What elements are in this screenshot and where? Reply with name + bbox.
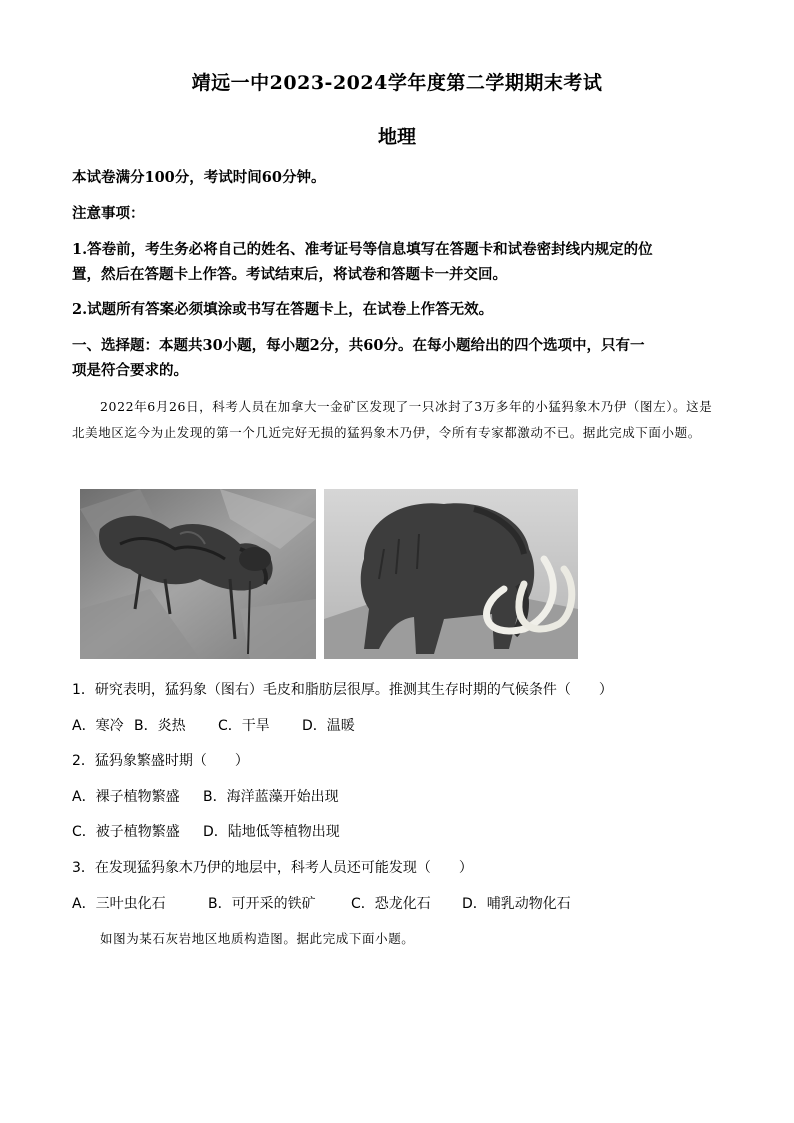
question-2-options-row-1 <box>72 787 339 807</box>
question-2-option-c[interactable]: C．被子植物繁盛 <box>72 824 180 840</box>
question-1-options <box>72 716 355 736</box>
passage-mammoth: 2022年6月26日，科考人员在加拿大一金矿区发现了一只冰封了3万多年的小猛犸象木乃伊（图左）。这是北美地区迄今为止发现的第一个几近完好无损的猛犸象木乃伊，令所有专家都激动不已。据此完成下面小题。 <box>72 399 713 440</box>
question-2-option-d[interactable]: D．陆地低等植物出现 <box>203 824 340 840</box>
question-3-option-a[interactable]: A．三叶虫化石 <box>72 896 166 912</box>
exam-intro: 本试卷满分100分，考试时间60分钟。 <box>72 169 326 186</box>
question-2-stem: 2．猛犸象繁盛时期（ ） <box>72 753 249 769</box>
question-2-option-b[interactable]: B．海洋蓝藻开始出现 <box>203 789 339 805</box>
section-heading-line-2: 项是符合要求的。 <box>72 362 188 379</box>
mammoth-mummy-photo <box>80 489 316 659</box>
notice-item-1-line-1: 1.答卷前，考生务必将自己的姓名、准考证号等信息填写在答题卡和试卷密封线内规定的位 <box>72 241 653 258</box>
question-3-options <box>72 894 571 914</box>
exam-subject: 地理 <box>377 126 416 148</box>
passage-limestone: 如图为某石灰岩地区地质构造图。据此完成下面小题。 <box>100 931 415 946</box>
question-1-option-d[interactable]: D．温暖 <box>302 718 355 734</box>
question-1-option-a[interactable]: A．寒冷 <box>72 718 124 734</box>
mammoth-reconstruction-photo <box>324 489 578 659</box>
notice-heading: 注意事项： <box>72 205 145 222</box>
question-1-stem: 1．研究表明，猛犸象（图右）毛皮和脂肪层很厚。推测其生存时期的气候条件（ ） <box>72 682 613 698</box>
exam-title: 靖远一中2023-2024学年度第二学期期末考试 <box>191 72 603 94</box>
question-3-option-b[interactable]: B．可开采的铁矿 <box>208 896 316 912</box>
question-3-option-d[interactable]: D．哺乳动物化石 <box>462 896 571 912</box>
section-heading-line-1: 一、选择题：本题共30小题，每小题2分，共60分。在每小题给出的四个选项中，只有一 <box>72 337 645 354</box>
question-1-option-c[interactable]: C．干旱 <box>218 718 270 734</box>
notice-item-2: 2.试题所有答案必须填涂或书写在答题卡上，在试卷上作答无效。 <box>72 301 494 318</box>
question-2-option-a[interactable]: A．裸子植物繁盛 <box>72 789 180 805</box>
question-3-stem: 3．在发现猛犸象木乃伊的地层中，科考人员还可能发现（ ） <box>72 860 473 876</box>
notice-item-1-line-2: 置，然后在答题卡上作答。考试结束后，将试卷和答题卡一并交回。 <box>72 266 507 283</box>
question-3-option-c[interactable]: C．恐龙化石 <box>351 896 431 912</box>
question-1-option-b[interactable]: B．炎热 <box>134 718 186 734</box>
question-2-options-row-2 <box>72 822 340 842</box>
